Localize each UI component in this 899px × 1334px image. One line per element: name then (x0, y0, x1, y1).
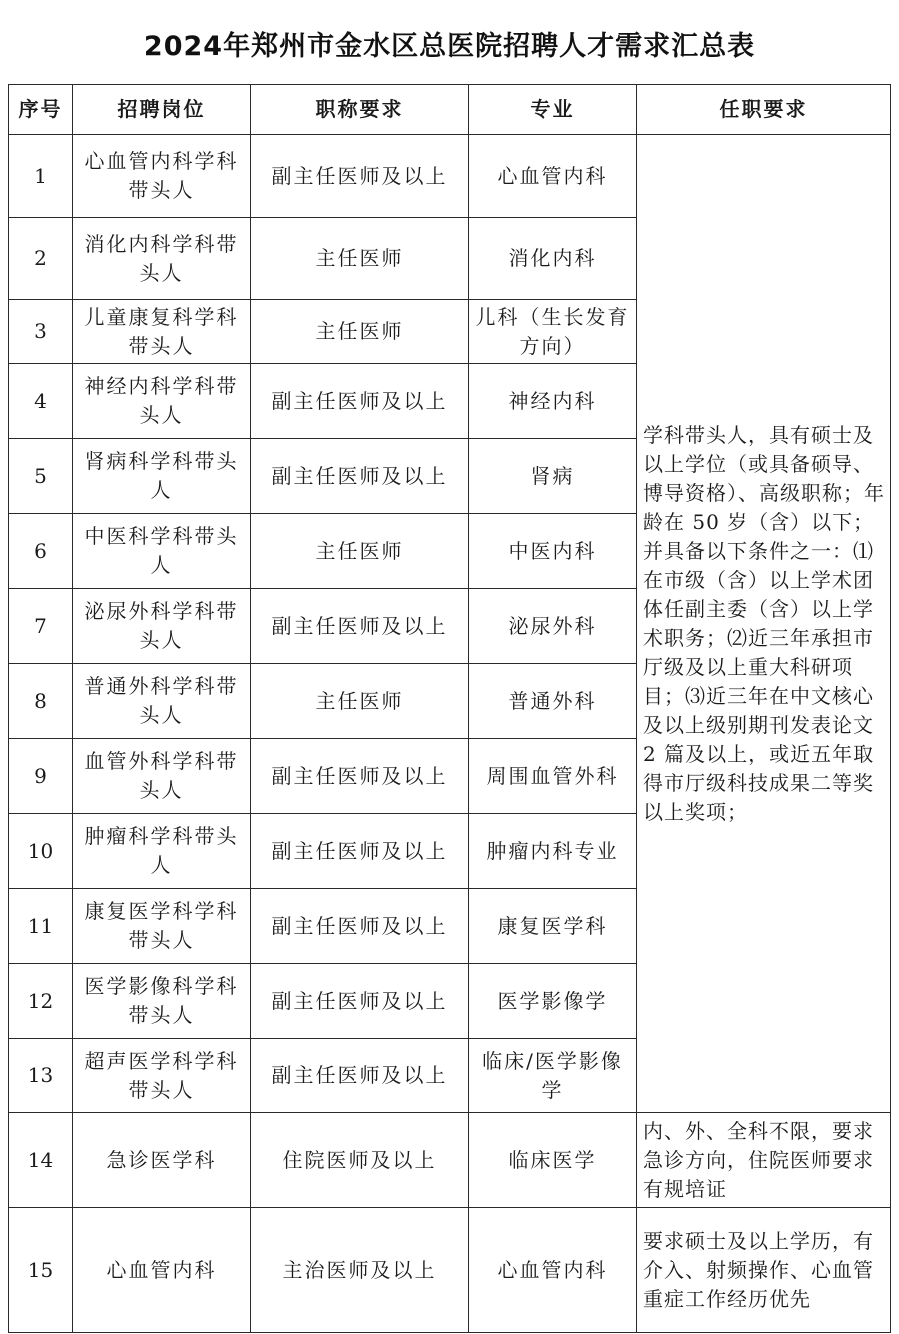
row-title-requirement: 副主任医师及以上 (251, 589, 469, 664)
header-position: 招聘岗位 (73, 85, 251, 135)
row-position: 肾病科学科带头人 (73, 439, 251, 514)
row-major: 神经内科 (469, 364, 637, 439)
row-major: 泌尿外科 (469, 589, 637, 664)
recruitment-table (8, 84, 891, 1333)
row-number: 5 (9, 439, 73, 514)
row-major: 医学影像学 (469, 964, 637, 1039)
table-row (9, 1208, 891, 1333)
row-number: 7 (9, 589, 73, 664)
row-major: 康复医学科 (469, 889, 637, 964)
row-title-requirement: 主任医师 (251, 514, 469, 589)
row-major: 儿科（生长发育方向） (469, 300, 637, 364)
row-title-requirement: 副主任医师及以上 (251, 889, 469, 964)
row-position: 消化内科学科带头人 (73, 218, 251, 300)
row-number: 10 (9, 814, 73, 889)
row-title-requirement: 主任医师 (251, 218, 469, 300)
row-major: 普通外科 (469, 664, 637, 739)
row-title-requirement: 主任医师 (251, 300, 469, 364)
row-major: 周围血管外科 (469, 739, 637, 814)
row-position: 肿瘤科学科带头人 (73, 814, 251, 889)
row-number: 8 (9, 664, 73, 739)
row-position: 血管外科学科带头人 (73, 739, 251, 814)
row-major: 临床医学 (469, 1113, 637, 1208)
row-position: 泌尿外科学科带头人 (73, 589, 251, 664)
row-major: 中医内科 (469, 514, 637, 589)
header-title-requirement: 职称要求 (251, 85, 469, 135)
row-number: 13 (9, 1039, 73, 1113)
row-position: 中医科学科带头人 (73, 514, 251, 589)
row-major: 心血管内科 (469, 1208, 637, 1333)
row-number: 12 (9, 964, 73, 1039)
row-title-requirement: 副主任医师及以上 (251, 814, 469, 889)
row-position: 医学影像科学科带头人 (73, 964, 251, 1039)
row-number: 11 (9, 889, 73, 964)
row-title-requirement: 副主任医师及以上 (251, 364, 469, 439)
row-number: 15 (9, 1208, 73, 1333)
row-title-requirement: 副主任医师及以上 (251, 964, 469, 1039)
row-major: 肾病 (469, 439, 637, 514)
row-title-requirement: 主任医师 (251, 664, 469, 739)
row-job-requirement: 内、外、全科不限，要求急诊方向，住院医师要求有规培证 (637, 1113, 891, 1208)
row-position: 儿童康复科学科带头人 (73, 300, 251, 364)
row-position: 心血管内科 (73, 1208, 251, 1333)
row-title-requirement: 副主任医师及以上 (251, 739, 469, 814)
header-major: 专业 (469, 85, 637, 135)
table-row (9, 135, 891, 218)
page-title: 2024年郑州市金水区总医院招聘人才需求汇总表 (143, 31, 756, 62)
row-title-requirement: 住院医师及以上 (251, 1113, 469, 1208)
leader-requirements: 学科带头人，具有硕士及以上学位（或具备硕导、博导资格）、高级职称；年龄在 50 岁（含）以下；并具备以下条件之一：⑴在市级（含）以上学术团体任副主委（含）以上学术职务；⑵近三年承担市厅级及以上重大科研项目；⑶近三年在中文核心及以上级别期刊发表论文 2 篇及以上，或近五年取得市厅级科技成果二等奖以上奖项； (637, 135, 891, 1113)
row-major: 肿瘤内科专业 (469, 814, 637, 889)
row-position: 普通外科学科带头人 (73, 664, 251, 739)
header-job-requirement: 任职要求 (637, 85, 891, 135)
row-title-requirement: 主治医师及以上 (251, 1208, 469, 1333)
row-number: 6 (9, 514, 73, 589)
table-header-row (9, 85, 891, 135)
row-number: 3 (9, 300, 73, 364)
row-position: 超声医学科学科带头人 (73, 1039, 251, 1113)
row-title-requirement: 副主任医师及以上 (251, 439, 469, 514)
row-position: 神经内科学科带头人 (73, 364, 251, 439)
row-position: 心血管内科学科带头人 (73, 135, 251, 218)
row-major: 心血管内科 (469, 135, 637, 218)
row-major: 临床/医学影像学 (469, 1039, 637, 1113)
row-title-requirement: 副主任医师及以上 (251, 1039, 469, 1113)
row-title-requirement: 副主任医师及以上 (251, 135, 469, 218)
row-number: 4 (9, 364, 73, 439)
row-job-requirement: 要求硕士及以上学历，有介入、射频操作、心血管重症工作经历优先 (637, 1208, 891, 1333)
row-major: 消化内科 (469, 218, 637, 300)
row-number: 9 (9, 739, 73, 814)
row-number: 2 (9, 218, 73, 300)
header-number: 序号 (9, 85, 73, 135)
row-number: 1 (9, 135, 73, 218)
row-position: 康复医学科学科带头人 (73, 889, 251, 964)
table-row (9, 1113, 891, 1208)
row-position: 急诊医学科 (73, 1113, 251, 1208)
row-number: 14 (9, 1113, 73, 1208)
